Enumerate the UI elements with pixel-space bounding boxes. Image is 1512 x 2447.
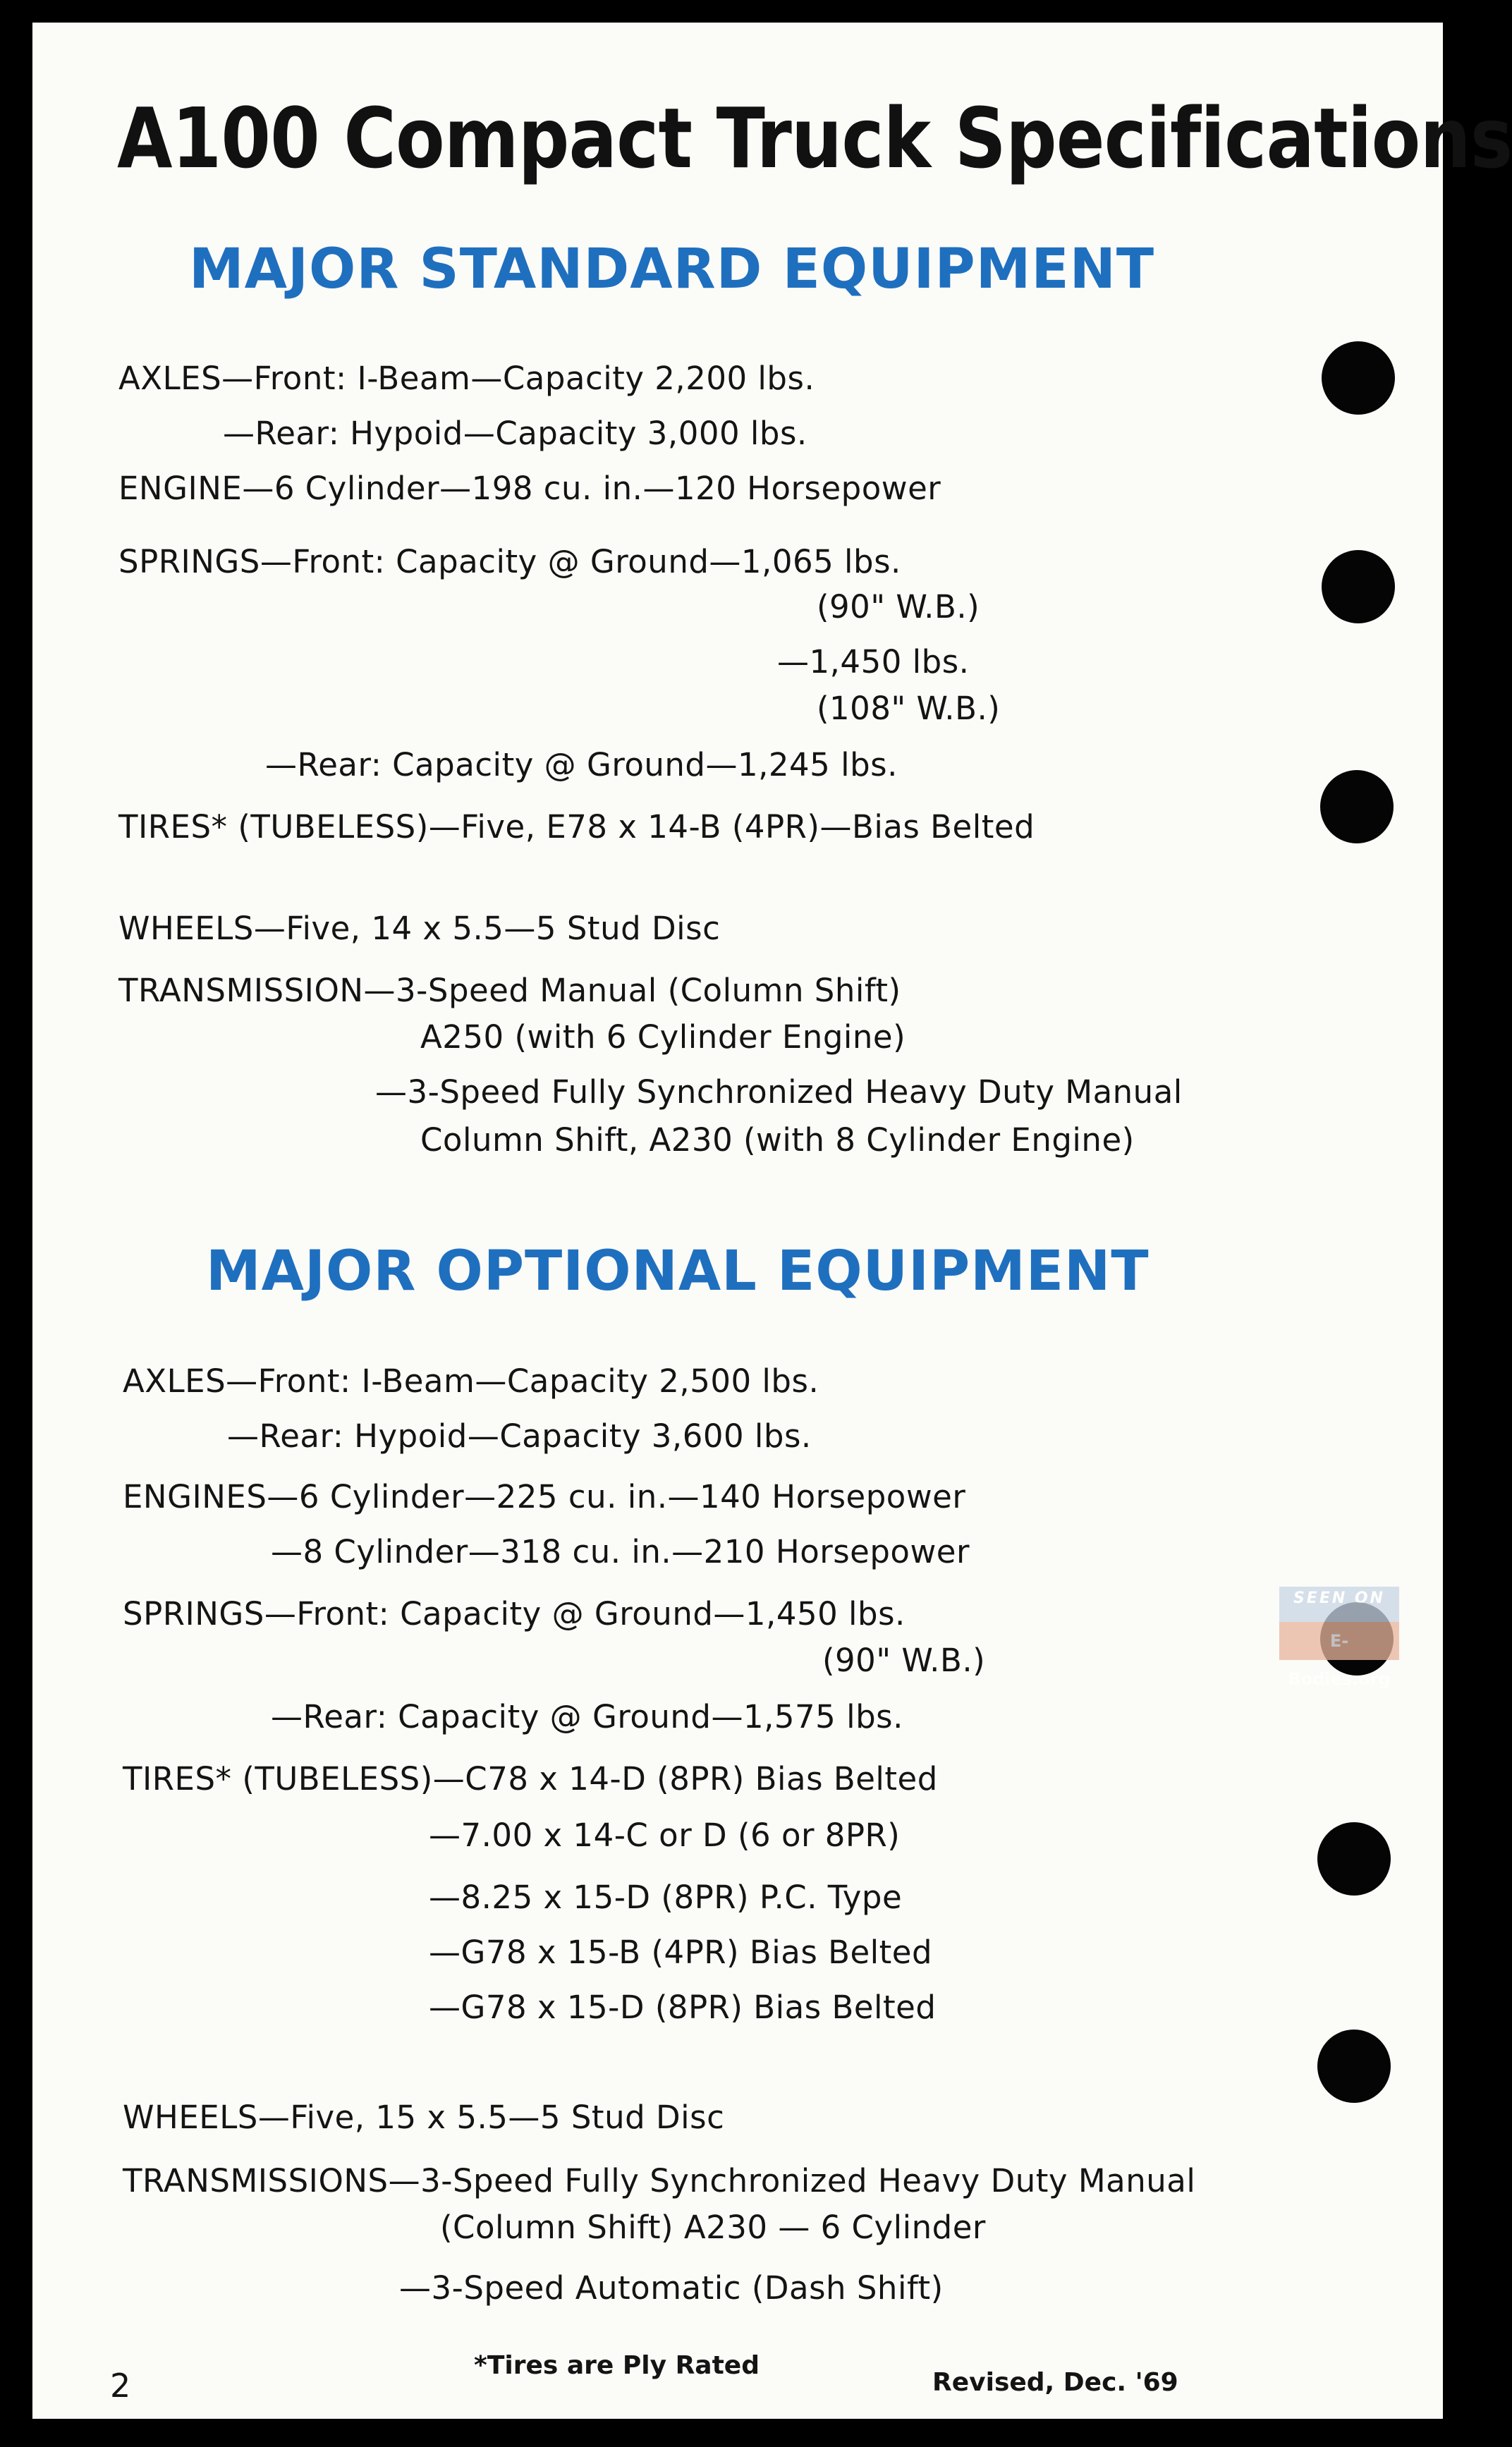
std-axles-rear: —Rear: Hypoid—Capacity 3,000 lbs. — [223, 415, 807, 452]
std-springs-wb-90: (90" W.B.) — [817, 588, 980, 626]
opt-axles-front: AXLES—Front: I-Beam—Capacity 2,500 lbs. — [123, 1362, 819, 1400]
std-springs-wb-108: (108" W.B.) — [817, 690, 1001, 727]
binder-hole — [1317, 1822, 1391, 1896]
opt-engines-6cyl: ENGINES—6 Cylinder—225 cu. in.—140 Horsepower — [123, 1478, 966, 1515]
tires-footnote: *Tires are Ply Rated — [474, 2351, 760, 2380]
std-springs-front: SPRINGS—Front: Capacity @ Ground—1,065 lbs. — [118, 543, 901, 580]
page-title: A100 Compact Truck Specifications — [117, 90, 1512, 187]
watermark-line1: SEEN ON — [1279, 1587, 1399, 1622]
std-transmission-3: —3-Speed Fully Synchronized Heavy Duty Manual — [375, 1073, 1183, 1111]
std-tires: TIRES* (TUBELESS)—Five, E78 x 14-B (4PR)—Bias Belted — [118, 808, 1035, 846]
std-wheels: WHEELS—Five, 14 x 5.5—5 Stud Disc — [118, 910, 721, 947]
opt-transmissions: TRANSMISSIONS—3-Speed Fully Synchronized Heavy Duty Manual — [123, 2162, 1196, 2199]
revised-date: Revised, Dec. '69 — [932, 2368, 1178, 2397]
std-axles-front: AXLES—Front: I-Beam—Capacity 2,200 lbs. — [118, 360, 815, 397]
opt-tires-5: —G78 x 15-D (8PR) Bias Belted — [429, 1989, 937, 2026]
std-transmission-2: A250 (with 6 Cylinder Engine) — [420, 1018, 906, 1056]
std-engine: ENGINE—6 Cylinder—198 cu. in.—120 Horsepower — [118, 470, 941, 507]
opt-transmissions-2: (Column Shift) A230 — 6 Cylinder — [440, 2209, 986, 2246]
opt-tires-2: —7.00 x 14-C or D (6 or 8PR) — [429, 1817, 901, 1854]
binder-hole — [1317, 2030, 1391, 2103]
std-springs-rear: —Rear: Capacity @ Ground—1,245 lbs. — [265, 746, 898, 783]
opt-springs-front: SPRINGS—Front: Capacity @ Ground—1,450 lbs. — [123, 1595, 906, 1633]
opt-engines-8cyl: —8 Cylinder—318 cu. in.—210 Horsepower — [271, 1533, 970, 1570]
opt-axles-rear: —Rear: Hypoid—Capacity 3,600 lbs. — [227, 1417, 812, 1455]
opt-springs-rear: —Rear: Capacity @ Ground—1,575 lbs. — [271, 1698, 903, 1735]
binder-hole — [1322, 550, 1395, 623]
std-springs-front-2: —1,450 lbs. — [777, 643, 970, 681]
binder-hole — [1322, 341, 1395, 415]
watermark-line2: E-Bodies.org — [1279, 1622, 1399, 1660]
optional-equipment-heading: MAJOR OPTIONAL EQUIPMENT — [206, 1240, 1150, 1303]
opt-tires-4: —G78 x 15-B (4PR) Bias Belted — [429, 1934, 933, 1971]
std-transmission: TRANSMISSION—3-Speed Manual (Column Shift) — [118, 972, 901, 1009]
opt-transmissions-3: —3-Speed Automatic (Dash Shift) — [399, 2269, 944, 2307]
spec-page — [32, 23, 1512, 2419]
standard-equipment-heading: MAJOR STANDARD EQUIPMENT — [189, 238, 1155, 301]
opt-springs-wb-90: (90" W.B.) — [822, 1642, 986, 1679]
std-transmission-4: Column Shift, A230 (with 8 Cylinder Engine) — [420, 1121, 1135, 1159]
binder-hole — [1320, 770, 1394, 843]
opt-tires-3: —8.25 x 15-D (8PR) P.C. Type — [429, 1879, 903, 1916]
opt-tires: TIRES* (TUBELESS)—C78 x 14-D (8PR) Bias Belted — [123, 1760, 938, 1798]
page-number: 2 — [110, 2367, 131, 2405]
opt-wheels: WHEELS—Five, 15 x 5.5—5 Stud Disc — [123, 2099, 725, 2136]
seen-on-ebodies-watermark — [1279, 1587, 1399, 1689]
